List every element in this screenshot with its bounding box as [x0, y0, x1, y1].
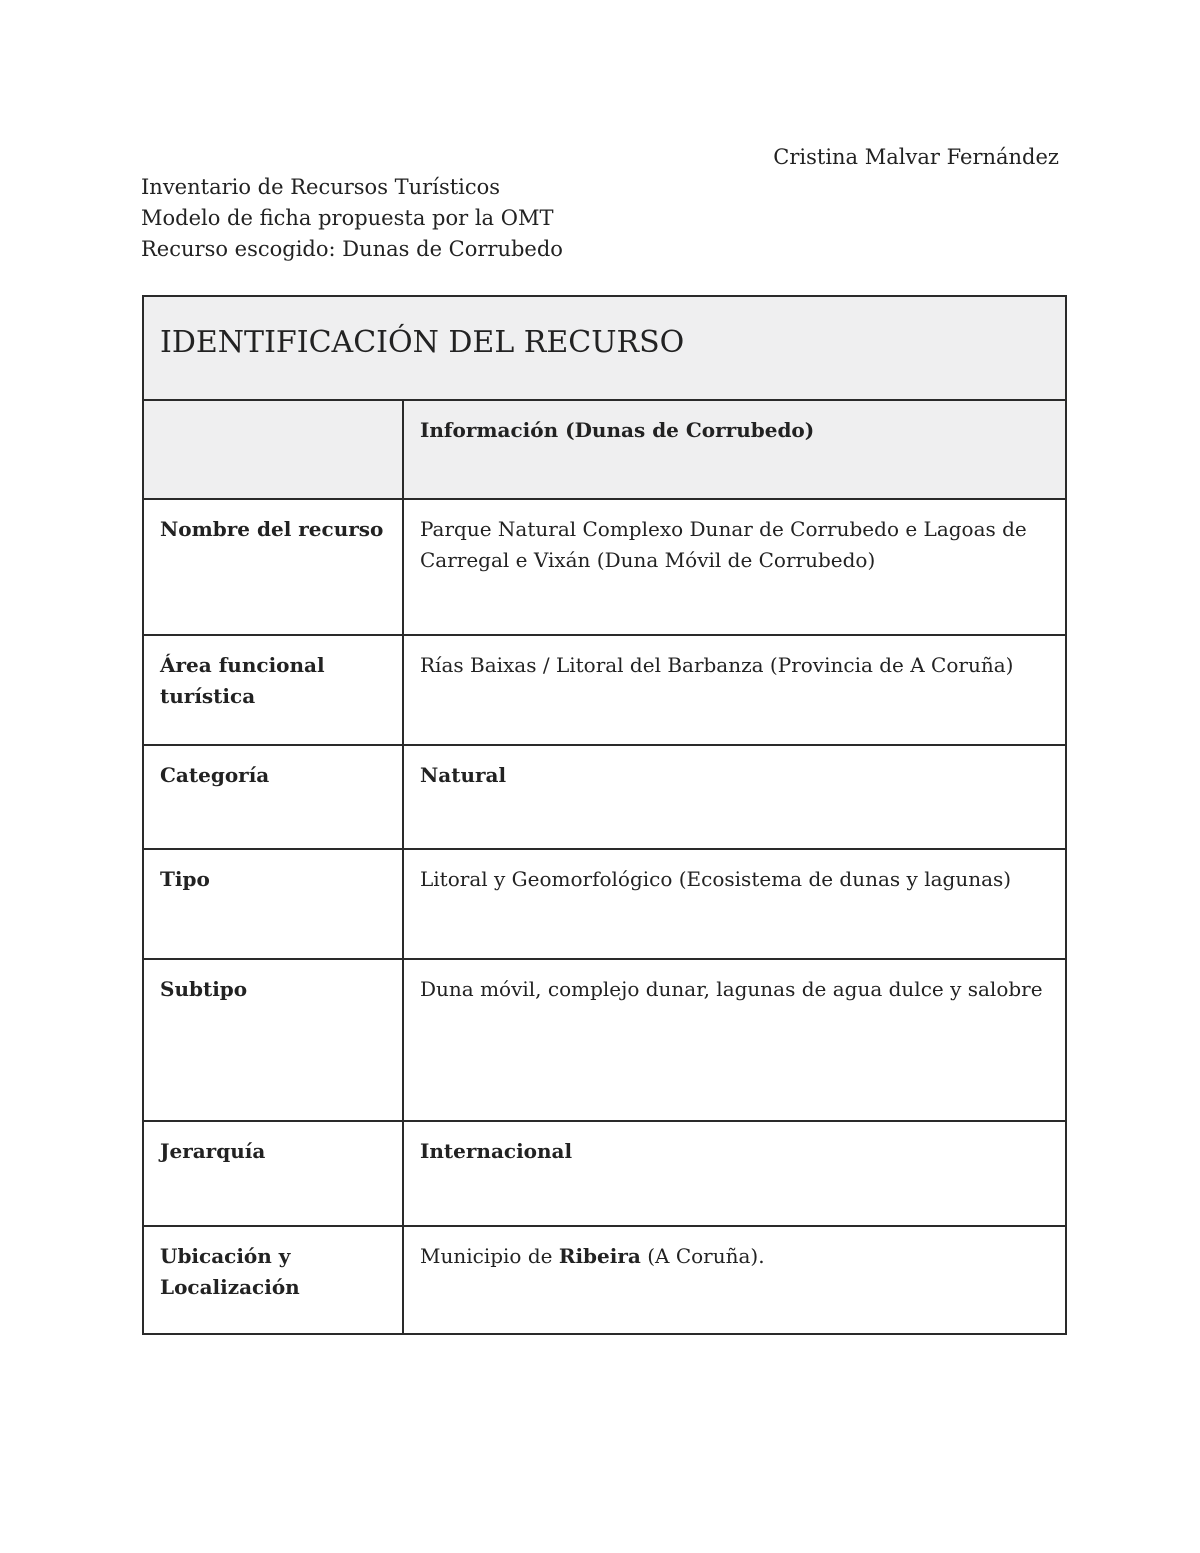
- row-label-ubicacion: Ubicación y Localización: [143, 1226, 403, 1334]
- table-header-row: [143, 400, 1066, 499]
- table-title-row: [143, 296, 1066, 400]
- table-row-ubicacion: [143, 1226, 1066, 1334]
- row-label-tipo: Tipo: [143, 849, 403, 959]
- row-label-area: Área funcional turística: [143, 635, 403, 745]
- header-info-cell: Información (Dunas de Corrubedo): [403, 400, 1066, 499]
- table-row-jerarquia: [143, 1121, 1066, 1226]
- table-row-nombre: [143, 499, 1066, 635]
- row-value-categoria: Natural: [403, 745, 1066, 849]
- ubicacion-prefix: Municipio de: [420, 1244, 559, 1268]
- row-value-subtipo: Duna móvil, complejo dunar, lagunas de agua dulce y salobre: [403, 959, 1066, 1121]
- author-name: Cristina Malvar Fernández: [773, 145, 1059, 169]
- table-row-area: [143, 635, 1066, 745]
- table-title: IDENTIFICACIÓN DEL RECURSO: [143, 296, 1066, 400]
- row-label-subtipo: Subtipo: [143, 959, 403, 1121]
- row-value-area: Rías Baixas / Litoral del Barbanza (Provincia de A Coruña): [403, 635, 1066, 745]
- ubicacion-suffix: (A Coruña).: [640, 1244, 765, 1268]
- document-header: [141, 172, 563, 265]
- row-label-nombre: Nombre del recurso: [143, 499, 403, 635]
- table-row-tipo: [143, 849, 1066, 959]
- table-row-categoria: [143, 745, 1066, 849]
- header-line-model: Modelo de ficha propuesta por la OMT: [141, 206, 554, 230]
- header-line-inventory: Inventario de Recursos Turísticos: [141, 175, 501, 199]
- ubicacion-municipality: Ribeira: [558, 1244, 641, 1268]
- resource-identification-table: [142, 295, 1067, 1335]
- row-value-jerarquia: Internacional: [403, 1121, 1066, 1226]
- header-line-resource: Recurso escogido: Dunas de Corrubedo: [141, 237, 563, 261]
- row-value-ubicacion: [403, 1226, 1066, 1334]
- row-label-categoria: Categoría: [143, 745, 403, 849]
- row-value-tipo: Litoral y Geomorfológico (Ecosistema de dunas y lagunas): [403, 849, 1066, 959]
- table-row-subtipo: [143, 959, 1066, 1121]
- row-value-nombre: Parque Natural Complexo Dunar de Corrubedo e Lagoas de Carregal e Vixán (Duna Móvil de Corrubedo): [403, 499, 1066, 635]
- row-label-jerarquia: Jerarquía: [143, 1121, 403, 1226]
- header-empty-cell: [143, 400, 403, 499]
